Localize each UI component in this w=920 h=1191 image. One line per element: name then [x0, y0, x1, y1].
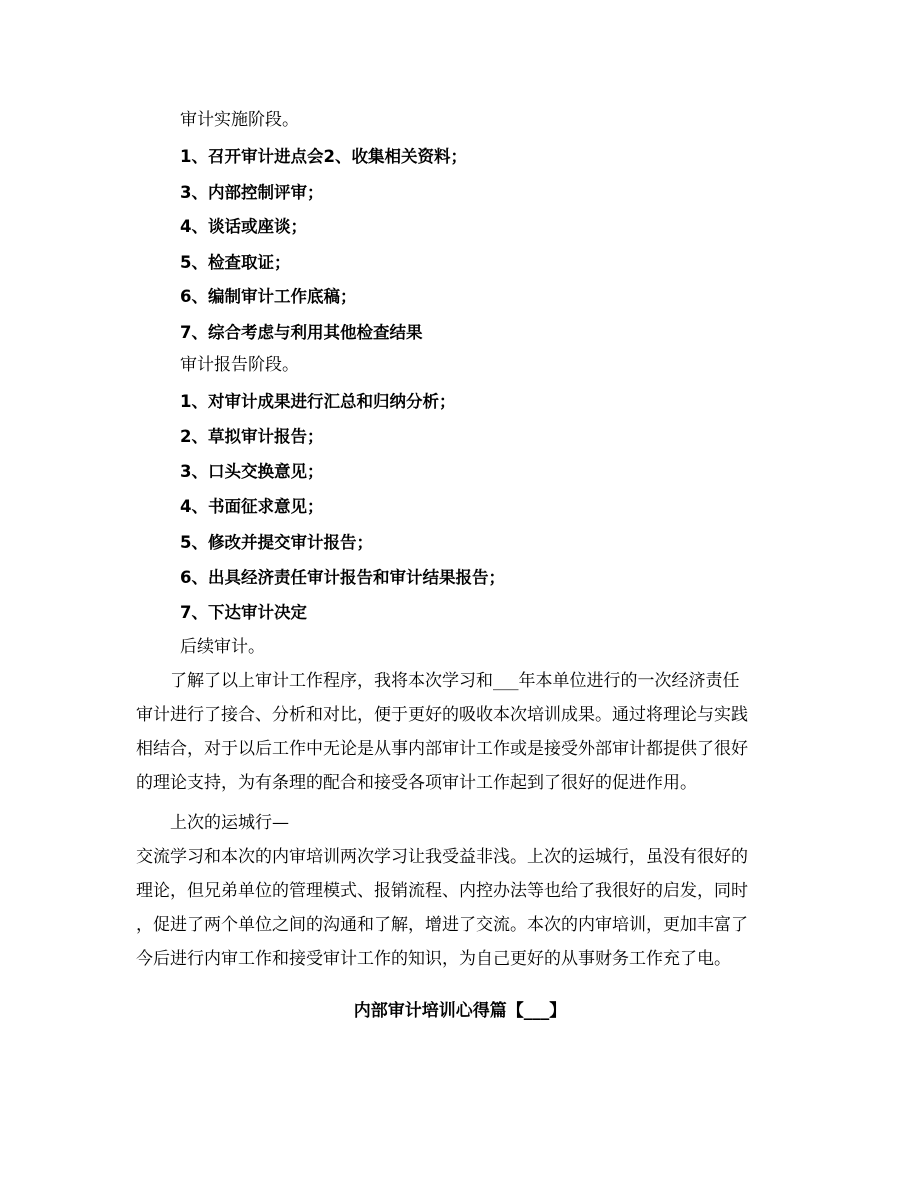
implementation-item-6: 7、综合考虑与利用其他检查结果 [180, 323, 423, 342]
paragraph-line: 相结合，对于以后工作中无论是从事内部审计工作或是接受外部审计都提供了很好 [136, 739, 748, 759]
report-item-6: 6、出具经济责任审计报告和审计结果报告； [180, 568, 505, 587]
report-item-4: 4、书面征求意见； [180, 497, 324, 516]
implementation-item-1: 1、召开审计进点会2、收集相关资料； [180, 147, 467, 166]
paragraph-line: 了解了以上审计工作程序，我将本次学习和___年本单位进行的一次经济责任 [136, 671, 740, 691]
next-section-heading: 内部审计培训心得篇【___】 [353, 1001, 567, 1021]
implementation-item-5: 6、编制审计工作底稿； [180, 287, 357, 306]
paragraph-line: 审计进行了接合、分析和对比，便于更好的吸收本次培训成果。通过将理论与实践 [136, 705, 748, 725]
paragraph-summary [136, 664, 796, 800]
report-item-3: 3、口头交换意见； [180, 462, 324, 481]
followup-stage-title: 后续审计。 [180, 637, 265, 657]
paragraph-line: 今后进行内审工作和接受审计工作的知识，为自己更好的从事财务工作充了电。 [136, 949, 731, 969]
paragraph-line: 交流学习和本次的内审培训两次学习让我受益非浅。上次的运城行，虽没有很好的 [136, 847, 748, 867]
implementation-item-2: 3、内部控制评审； [180, 183, 324, 202]
implementation-item-3: 4、谈话或座谈； [180, 217, 307, 236]
report-item-2: 2、草拟审计报告； [180, 427, 324, 446]
implementation-stage-title: 审计实施阶段。 [180, 110, 299, 130]
report-item-5: 5、修改并提交审计报告； [180, 533, 373, 552]
report-item-1: 1、对审计成果进行汇总和归纳分析； [180, 392, 456, 411]
report-item-7: 7、下达审计决定 [180, 603, 307, 622]
paragraph-line: 理论，但兄弟单位的管理模式、报销流程、内控办法等也给了我很好的启发，同时 [136, 881, 748, 901]
implementation-item-4: 5、检查取证； [180, 253, 291, 272]
paragraph-line: 的理论支持，为有条理的配合和接受各项审计工作起到了很好的促进作用。 [136, 773, 697, 793]
report-stage-title: 审计报告阶段。 [180, 355, 299, 375]
paragraph-reflection [136, 806, 796, 976]
paragraph-line: ，促进了两个单位之间的沟通和了解，增进了交流。本次的内审培训，更加丰富了 [136, 915, 748, 935]
paragraph-line: 上次的运城行— [136, 813, 289, 833]
